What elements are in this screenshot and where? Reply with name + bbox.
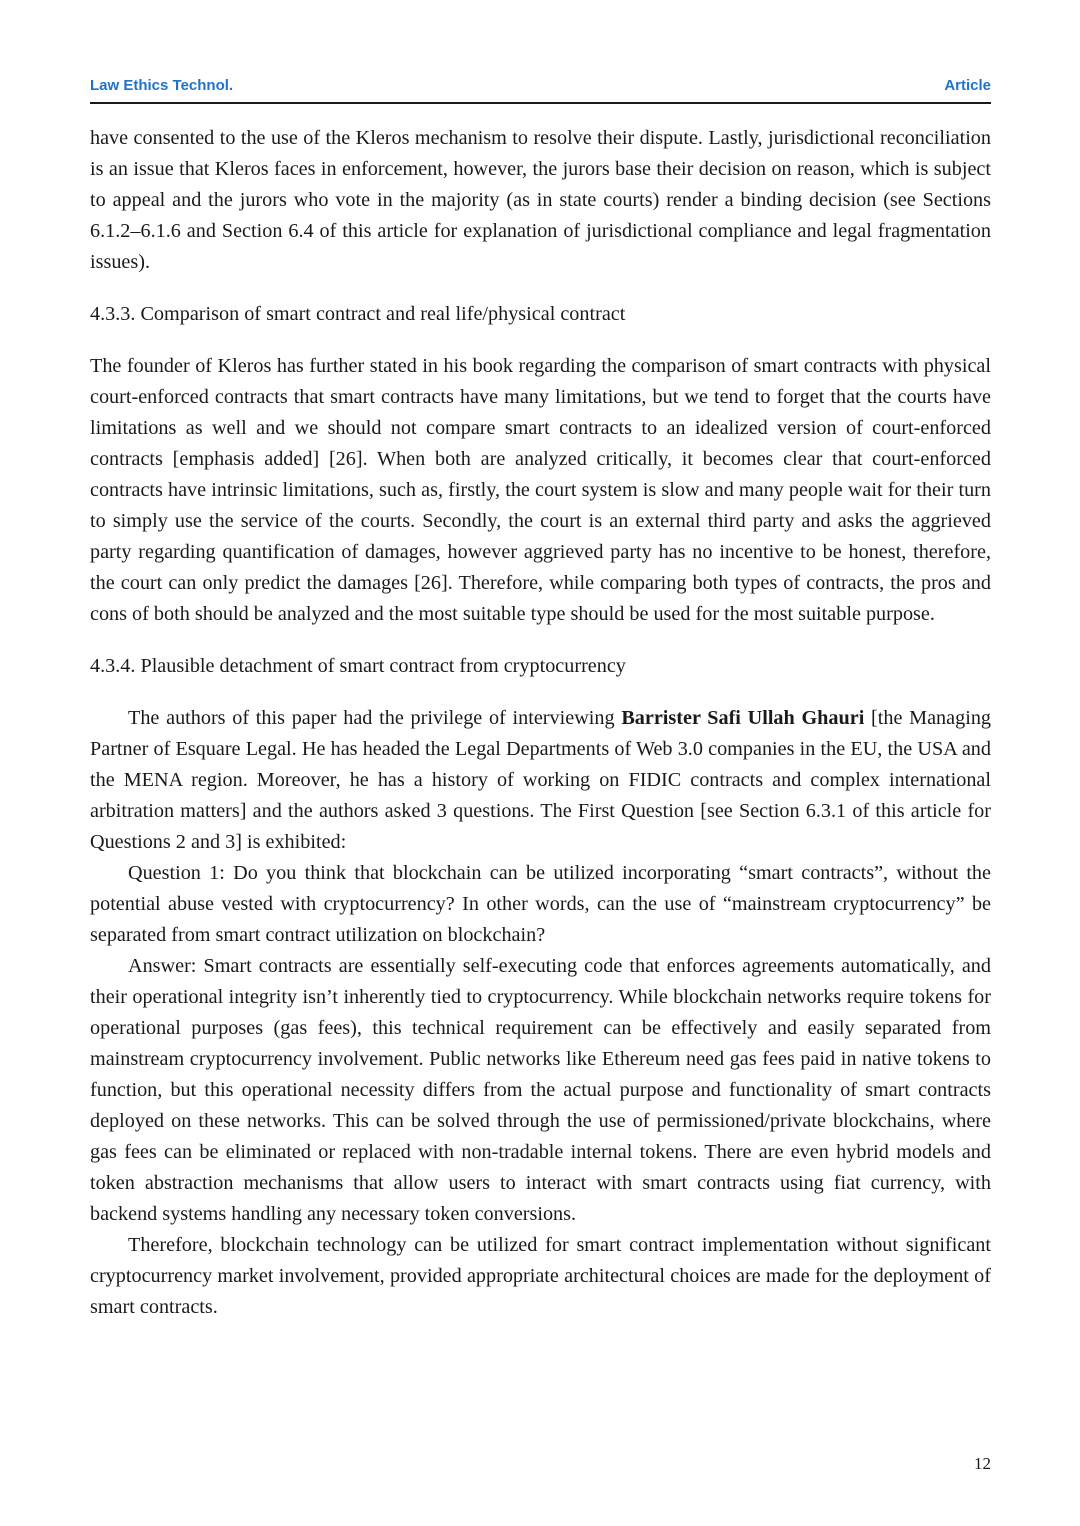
interview-question-1: Question 1: Do you think that blockchain can be utilized incorporating “smart contracts”, without the potential abuse vested with cryptocurrency? In other words, can the use of “mainstream cryptocurrency” be separated from smart contract utilization on blockchain?	[90, 862, 991, 946]
page-header	[90, 76, 991, 104]
journal-name: Law Ethics Technol.	[90, 77, 234, 94]
section-heading-4-3-4: 4.3.4. Plausible detachment of smart contract from cryptocurrency	[90, 655, 626, 677]
article-body	[90, 123, 991, 1323]
section-heading-4-3-3: 4.3.3. Comparison of smart contract and real life/physical contract	[90, 303, 626, 325]
paragraph-kleros-enforcement: have consented to the use of the Kleros mechanism to resolve their dispute. Lastly, jurisdictional reconciliation is an issue that Kleros faces in enforcement, however, the jurors base their decision on reason, which is subject to appeal and the jurors who vote in the majority (as in state courts) render a binding decision (see Sections 6.1.2–6.1.6 and Section 6.4 of this article for explanation of jurisdictional compliance and legal fragmentation issues).	[90, 127, 991, 273]
interview-intro-text: The authors of this paper had the privilege of interviewing	[128, 707, 622, 729]
paragraph-conclusion: Therefore, blockchain technology can be utilized for smart contract implementation without significant cryptocurrency market involvement, provided appropriate architectural choices are made for the deployment of smart contracts.	[90, 1234, 991, 1318]
interview-intro-continued: [the Managing Partner of Esquare Legal. He has headed the Legal Departments of Web 3.0 companies in the EU, the USA and the MENA region. Moreover, he has a history of working on FIDIC contracts and complex international arbitration matters] and the authors asked 3 questions. The First Question [see Section 6.3.1 of this article for Questions 2 and 3] is exhibited:	[90, 707, 992, 853]
paragraph-interview-intro	[90, 703, 991, 858]
page-number: 12	[974, 1454, 991, 1473]
paragraph-contract-comparison: The founder of Kleros has further stated in his book regarding the comparison of smart contracts with physical court-enforced contracts that smart contracts have many limitations, but we tend to forget that the courts have limitations as well and we should not compare smart contracts to an idealized version of court-enforced contracts [emphasis added] [26]. When both are analyzed critically, it becomes clear that court-enforced contracts have intrinsic limitations, such as, firstly, the court system is slow and many people wait for their turn to simply use the service of the courts. Secondly, the court is an external third party and asks the aggrieved party regarding quantification of damages, however aggrieved party has no incentive to be honest, therefore, the court can only predict the damages [26]. Therefore, while comparing both types of contracts, the pros and cons of both should be analyzed and the most suitable type should be used for the most suitable purpose.	[90, 355, 991, 625]
interview-answer-1: Answer: Smart contracts are essentially self-executing code that enforces agreements automatically, and their operational integrity isn’t inherently tied to cryptocurrency. While blockchain networks require tokens for operational purposes (gas fees), this technical requirement can be effectively and easily separated from mainstream cryptocurrency involvement. Public networks like Ethereum need gas fees paid in native tokens to function, but this operational necessity differs from the actual purpose and functionality of smart contracts deployed on these networks. This can be solved through the use of permissioned/private blockchains, where gas fees can be eliminated or replaced with non-tradable internal tokens. There are even hybrid models and token abstraction mechanisms that allow users to interact with smart contracts using fiat currency, with backend systems handling any necessary token conversions.	[90, 955, 991, 1225]
article-type-label: Article	[944, 77, 991, 94]
interviewee-name: Barrister Safi Ullah Ghauri	[621, 707, 865, 729]
